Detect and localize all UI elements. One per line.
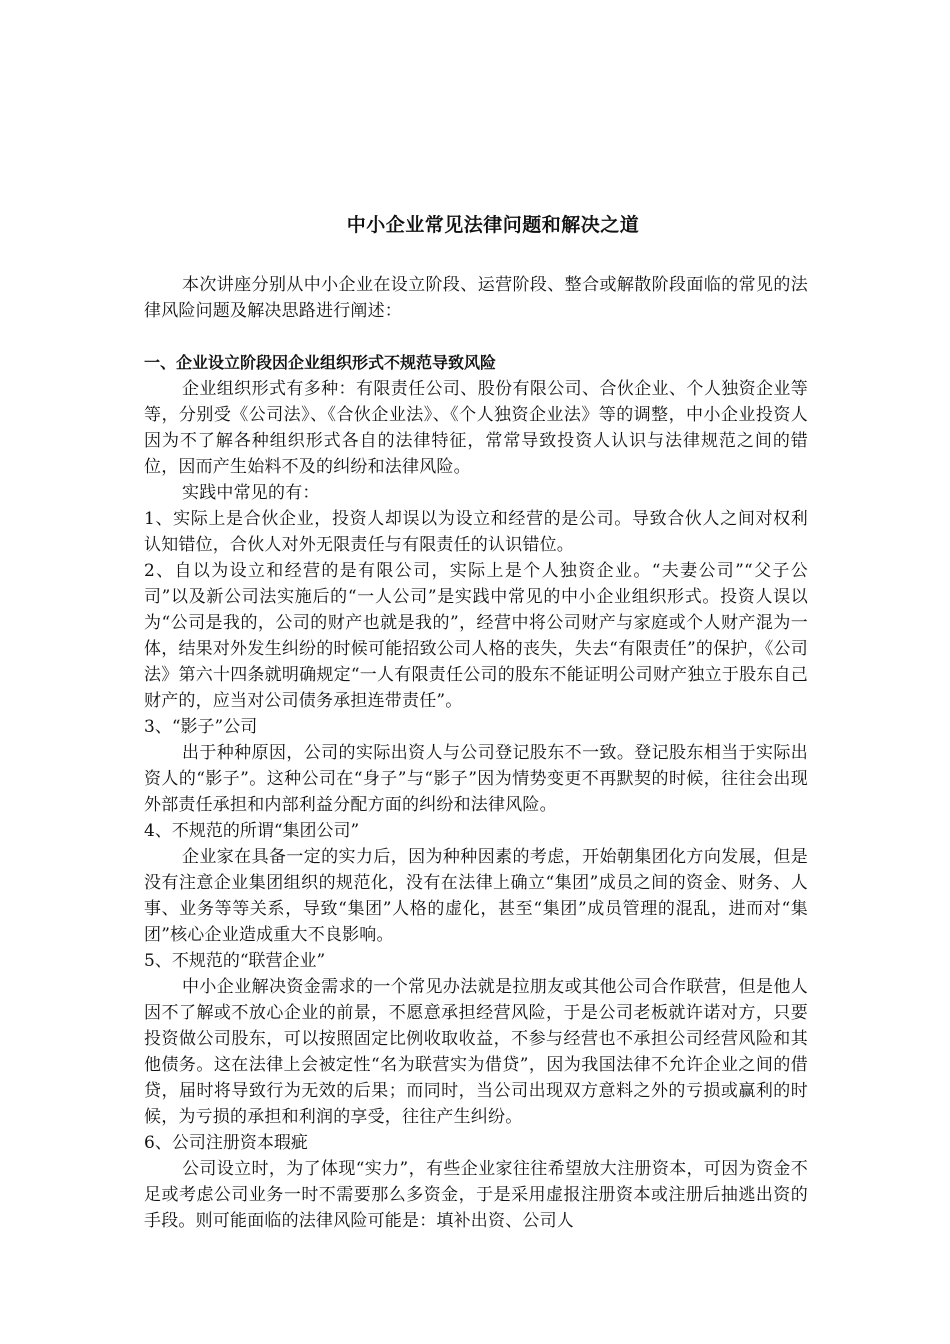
section-heading: 一、企业设立阶段因企业组织形式不规范导致风险 [144, 353, 497, 372]
list-item-title: 6、公司注册资本瑕疵 [144, 1133, 308, 1153]
intro-paragraph: 本次讲座分别从中小企业在设立阶段、运营阶段、整合或解散阶段面临的常见的法律风险问题及解决思路进行阐述： [144, 275, 808, 321]
section-paragraph: 企业组织形式有多种：有限责任公司、股份有限公司、合伙企业、个人独资企业等等，分别受《公司法》、《合伙企业法》、《个人独资企业法》等的调整，中小企业投资人因为不了解各种组织形式各自的法律特征，常常导致投资人认识与法律规范之间的错位，因而产生始料不及的纠纷和法律风险。 [144, 379, 808, 477]
document-page [144, 210, 808, 1234]
list-item: 2、自以为设立和经营的是有限公司，实际上是个人独资企业。“夫妻公司”“父子公司”以及新公司法实施后的“一人公司”是实践中常见的中小企业组织形式。投资人误以为“公司是我的，公司的财产也就是我的”，经营中将公司财产与家庭或个人财产混为一体，结果对外发生纠纷的时候可能招致公司人格的丧失，失去“有限责任”的保护，《公司法》第六十四条就明确规定“一人有限责任公司的股东不能证明公司财产独立于股东自己财产的，应当对公司债务承担连带责任”。 [144, 561, 808, 711]
common-cases-label: 实践中常见的有： [182, 483, 320, 503]
list-item-title: 3、“影子”公司 [144, 717, 258, 737]
list-item-body: 公司设立时，为了体现“实力”，有些企业家往往希望放大注册资本，可因为资金不足或考虑公司业务一时不需要那么多资金，于是采用虚报注册资本或注册后抽逃出资的手段。则可能面临的法律风险可能是：填补出资、公司人 [144, 1159, 808, 1231]
list-item-body: 中小企业解决资金需求的一个常见办法就是拉朋友或其他公司合作联营，但是他人因不了解或不放心企业的前景，不愿意承担经营风险，于是公司老板就许诺对方，只要投资做公司股东，可以按照固定比例收取收益，不参与经营也不承担公司经营风险和其他债务。这在法律上会被定性“名为联营实为借贷”，因为我国法律不允许企业之间的借贷，届时将导致行为无效的后果；而同时，当公司出现双方意料之外的亏损或赢利的时候，为亏损的承担和利润的享受，往往产生纠纷。 [144, 977, 808, 1127]
list-item-title: 4、不规范的所谓“集团公司” [144, 821, 360, 841]
list-item-title: 5、不规范的“联营企业” [144, 951, 326, 971]
document-title: 中小企业常见法律问题和解决之道 [346, 214, 640, 236]
list-item-body: 出于种种原因，公司的实际出资人与公司登记股东不一致。登记股东相当于实际出资人的“影子”。这种公司在“身子”与“影子”因为情势变更不再默契的时候，往往会出现外部责任承担和内部利益分配方面的纠纷和法律风险。 [144, 743, 808, 815]
list-item: 1、实际上是合伙企业，投资人却误以为设立和经营的是公司。导致合伙人之间对权利认知错位，合伙人对外无限责任与有限责任的认识错位。 [144, 509, 808, 555]
list-item-body: 企业家在具备一定的实力后，因为种种因素的考虑，开始朝集团化方向发展，但是没有注意企业集团组织的规范化，没有在法律上确立“集团”成员之间的资金、财务、人事、业务等等关系，导致“集团”人格的虚化，甚至“集团”成员管理的混乱，进而对“集团”核心企业造成重大不良影响。 [144, 847, 808, 945]
